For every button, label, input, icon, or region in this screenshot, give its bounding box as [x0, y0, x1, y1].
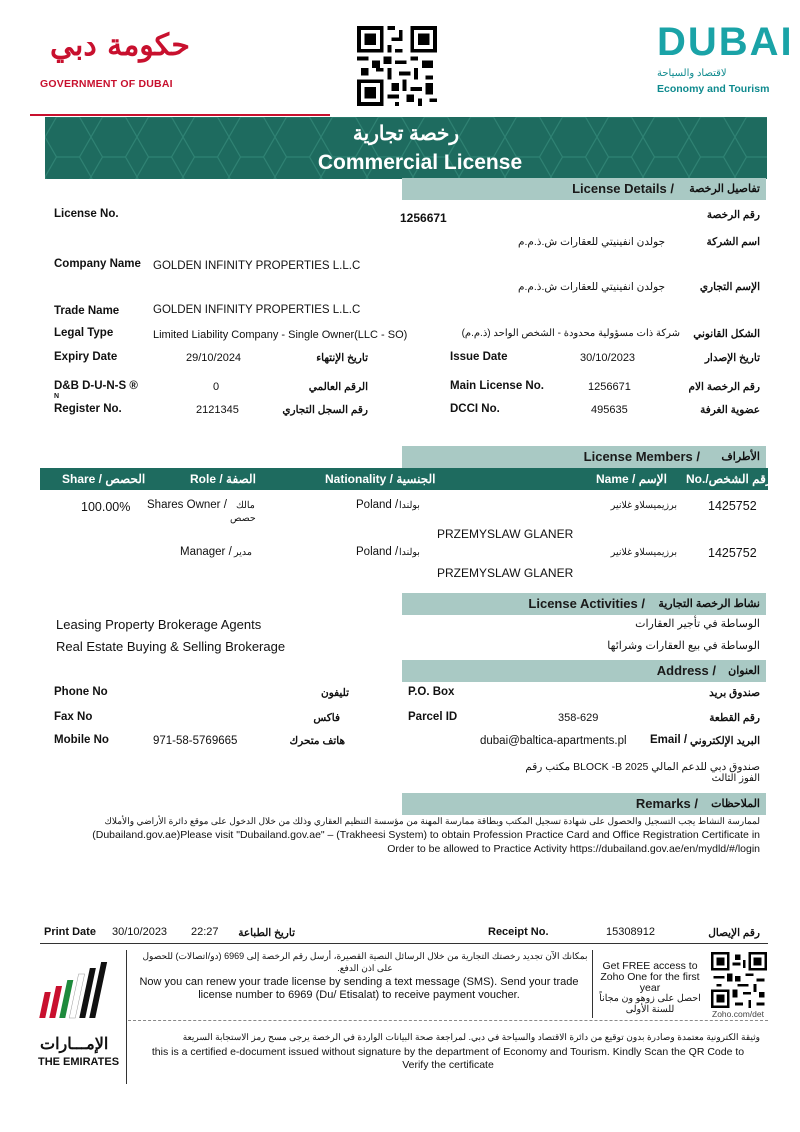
- zoho-promo-3: year: [639, 982, 661, 994]
- expiry-date-value: 29/10/2024: [186, 352, 242, 364]
- dcci-label: DCCI No.: [450, 403, 500, 415]
- dubai-logo-ar: لاقتصاد والسياحة: [657, 68, 727, 79]
- receipt-value: 15308912: [606, 926, 655, 938]
- members-table-header: [40, 468, 772, 490]
- duns-label: D&B D-U-N-S ®: [54, 380, 138, 392]
- duns-value: 0: [213, 381, 220, 393]
- member-2-name-en: PRZEMYSLAW GLANER: [437, 566, 574, 580]
- activity-1-en: Leasing Property Brokerage Agents: [56, 617, 262, 632]
- member-1-no: 1425752: [708, 499, 757, 513]
- license-no-ar: رقم الرخصة: [706, 209, 760, 221]
- legal-type-ar-label: الشكل القانوني: [693, 328, 760, 340]
- gov-logo-en: GOVERNMENT OF DUBAI: [40, 78, 173, 90]
- expiry-date-label: Expiry Date: [54, 351, 118, 363]
- print-date-ar: تاريخ الطباعة: [238, 927, 295, 939]
- issue-date-ar: تاريخ الإصدار: [704, 352, 760, 364]
- dubai-economy-tourism-logo: [655, 20, 794, 100]
- phone-ar: تليفون: [320, 687, 349, 699]
- section-title-en: Address /: [656, 663, 716, 678]
- col-name: Name / الإسم: [596, 472, 667, 486]
- mobile-ar: هاتف متحرك: [289, 735, 345, 747]
- dubai-logo-word: DUBAI: [657, 20, 794, 64]
- activity-2-ar: الوساطة في بيع العقارات وشرائها: [607, 640, 760, 652]
- cert-notice-en-1: this is a certified e-document issued without signature by the department of Economy and Tourism. Kindly Scan the QR Code to: [151, 1046, 745, 1058]
- fax-label: Fax No: [54, 711, 93, 723]
- zoho-url: Zoho.com/det: [712, 1009, 764, 1019]
- trade-name-value: GOLDEN INFINITY PROPERTIES L.L.C: [153, 304, 361, 316]
- address-line-2: الفوز الثالث: [711, 773, 760, 784]
- gov-logo-ar: حكومة دبي: [50, 28, 190, 63]
- section-title-ar: الأطراف: [721, 451, 760, 463]
- company-name-ar-value: جولدن انفينيتي للعقارات ش.ذ.م.م: [517, 236, 665, 248]
- section-title-en: License Members /: [583, 449, 700, 464]
- remarks-text-en-1: (Dubailand.gov.ae)Please visit "Dubailand.gov.ae" – (Trakheesi System) to obtain Profession Practice Card and Office Registration Certificate in: [92, 829, 760, 841]
- title-banner: [45, 117, 767, 179]
- dcci-value: 495635: [591, 404, 628, 416]
- header-divider: [30, 114, 330, 116]
- address-section: [402, 660, 766, 682]
- legal-type-label: Legal Type: [54, 327, 114, 339]
- member-1-share: 100.00%: [81, 500, 131, 514]
- print-date-label: Print Date: [44, 926, 96, 938]
- email-value: dubai@baltica-apartments.pl: [480, 735, 627, 747]
- emirates-en: THE EMIRATES: [38, 1056, 120, 1068]
- email-ar: البريد الإلكتروني: [689, 735, 760, 747]
- zoho-promo-1: Get FREE access to: [602, 960, 698, 972]
- license-details-section: [402, 178, 766, 200]
- member-2-role-ar: مدير: [234, 547, 252, 558]
- cert-notice-ar: وثيقة الكترونية معتمدة وصادرة بدون توقيع من دائرة الاقتصاد والسياحة في دبي. لمراجعة صحة البيانات الواردة في الرخصة يرجى مسح رمز الاستجابة السريعة: [182, 1032, 760, 1042]
- address-line-1: صندوق دبي للدعم المالي BLOCK -B 2025 مكتب رقم: [525, 761, 760, 773]
- section-title-ar: العنوان: [728, 665, 760, 677]
- member-1-name-en: PRZEMYSLAW GLANER: [437, 527, 574, 541]
- license-members-section: [402, 446, 766, 468]
- remarks-text-en-2: Order to be allowed to Practice Activity https://dubailand.gov.ae/en/mydld/#/login: [387, 843, 760, 855]
- license-no-label: License No.: [54, 208, 119, 220]
- zoho-promo-ar-1: احصل على زوهو ون مجاناً: [599, 993, 701, 1004]
- register-no-value: 2121345: [196, 404, 239, 416]
- register-no-label: Register No.: [54, 403, 122, 415]
- issue-date-value: 30/10/2023: [580, 352, 636, 364]
- footer-dashed-divider: [128, 1020, 768, 1021]
- parcel-label: Parcel ID: [408, 711, 458, 723]
- company-name-label: Company Name: [54, 258, 141, 270]
- main-license-ar: رقم الرخصة الام: [688, 381, 760, 393]
- license-no-value: 1256671: [400, 211, 447, 225]
- section-title-ar: نشاط الرخصة التجارية: [658, 598, 760, 610]
- qr-code-icon: [357, 26, 437, 106]
- email-label: Email /: [650, 734, 688, 746]
- print-date-value: 30/10/2023: [112, 926, 168, 938]
- expiry-date-ar: تاريخ الإنتهاء: [316, 352, 368, 364]
- legal-type-value: Limited Liability Company - Single Owner(LLC - SO): [153, 329, 408, 341]
- main-license-value: 1256671: [588, 381, 631, 393]
- col-nationality: Nationality / الجنسية: [325, 472, 436, 486]
- company-name-value: GOLDEN INFINITY PROPERTIES L.L.C: [153, 260, 361, 272]
- emirates-ar: الإمـــارات: [40, 1036, 109, 1053]
- member-2-nationality-ar: بولندا: [399, 547, 420, 558]
- trade-name-ar-label: الإسم التجاري: [699, 281, 760, 293]
- section-title-ar: تفاصيل الرخصة: [689, 183, 760, 195]
- sms-notice-en-1: Now you can renew your trade license by sending a text message (SMS). Send your trade: [139, 976, 579, 988]
- duns-label-overflow: N: [54, 393, 60, 400]
- member-1-role-ar: مالك: [236, 500, 255, 511]
- zoho-promo-2: Zoho One for the first: [600, 971, 700, 983]
- register-no-ar: رقم السجل التجاري: [282, 404, 368, 416]
- license-activities-section: [402, 593, 766, 615]
- section-title-ar: الملاحظات: [711, 798, 760, 810]
- receipt-ar: رقم الإيصال: [708, 927, 760, 939]
- activity-2-en: Real Estate Buying & Selling Brokerage: [56, 639, 286, 654]
- member-2-name-ar: برزيميسلاو غلانير: [610, 547, 677, 558]
- issue-date-label: Issue Date: [450, 351, 508, 363]
- cert-notice-en-2: Verify the certificate: [402, 1059, 494, 1071]
- company-name-ar-label: اسم الشركة: [706, 236, 760, 248]
- mobile-value: 971-58-5769665: [153, 735, 238, 747]
- pobox-label: P.O. Box: [408, 686, 455, 698]
- col-share: Share / الحصص: [62, 472, 146, 486]
- footer-divider: [40, 943, 768, 944]
- zoho-divider: [592, 950, 593, 1018]
- main-license-label: Main License No.: [450, 380, 544, 392]
- legal-type-ar-value: شركة ذات مسؤولية محدودة - الشخص الواحد (ذ.م.م): [461, 328, 680, 339]
- the-emirates-logo-icon: [38, 958, 118, 1028]
- sms-notice-en-2: license number to 6969 (Du/ Etisalat) to receive payment voucher.: [198, 989, 520, 1001]
- parcel-value: 358-629: [558, 712, 599, 724]
- member-2-nationality: Poland /: [356, 546, 399, 558]
- footer-vertical-divider: [126, 950, 127, 1084]
- col-person-no: No./رقم الشخص: [686, 472, 772, 486]
- print-time-value: 22:27: [191, 926, 219, 938]
- sms-notice-ar-1: بمكانك الآن تجديد رخصتك التجارية من خلال الرسائل النصية القصيرة، أرسل رقم الرخصة إلى 6969 (دو/اتصالات) للحصول: [142, 951, 588, 961]
- sms-notice-ar-2: على اذن الدفع.: [337, 963, 393, 973]
- fax-ar: فاكس: [313, 712, 340, 724]
- member-1-nationality-ar: بولندا: [399, 500, 420, 511]
- dubai-logo-en: Economy and Tourism: [657, 83, 770, 95]
- duns-ar: الرقم العالمي: [308, 381, 368, 393]
- government-of-dubai-logo: [40, 28, 190, 92]
- member-1-nationality: Poland /: [356, 499, 399, 511]
- phone-label: Phone No: [54, 686, 108, 698]
- member-2-no: 1425752: [708, 546, 757, 560]
- member-1-role: Shares Owner /: [147, 499, 227, 511]
- remarks-section: [402, 793, 766, 815]
- col-role: Role / الصفة: [190, 472, 256, 486]
- member-1-name-ar: برزيميسلاو غلانير: [610, 500, 677, 511]
- section-title-en: License Details /: [572, 181, 674, 196]
- activity-1-ar: الوساطة في تأجير العقارات: [635, 618, 760, 630]
- remarks-text-ar: لممارسة النشاط يجب التسجيل والحصول على شهادة تسجيل المكتب وبطاقة ممارسة المهنة من مؤسسة التنظيم العقاري وذلك من خلال الدخول على موقع دائرة الأراضي والأملاك: [104, 816, 760, 826]
- member-2-role: Manager /: [180, 546, 232, 558]
- receipt-label: Receipt No.: [488, 926, 549, 938]
- pobox-ar: صندوق بريد: [709, 687, 760, 699]
- parcel-ar: رقم القطعة: [709, 712, 760, 724]
- trade-name-label: Trade Name: [54, 305, 120, 317]
- zoho-promo-ar-2: للسنة الأولى: [625, 1004, 675, 1015]
- zoho-qr-code-icon: [711, 952, 767, 1008]
- banner-title-ar: رخصة تجارية: [352, 123, 460, 145]
- banner-title-en: Commercial License: [317, 151, 523, 174]
- member-1-role-ar-2: حصص: [230, 513, 256, 524]
- dcci-ar: عضوية الغرفة: [700, 404, 760, 416]
- section-title-en: License Activities /: [528, 596, 645, 611]
- section-title-en: Remarks /: [635, 796, 698, 811]
- mobile-label: Mobile No: [54, 734, 109, 746]
- trade-name-ar-value: جولدن انفينيتي للعقارات ش.ذ.م.م: [517, 281, 665, 293]
